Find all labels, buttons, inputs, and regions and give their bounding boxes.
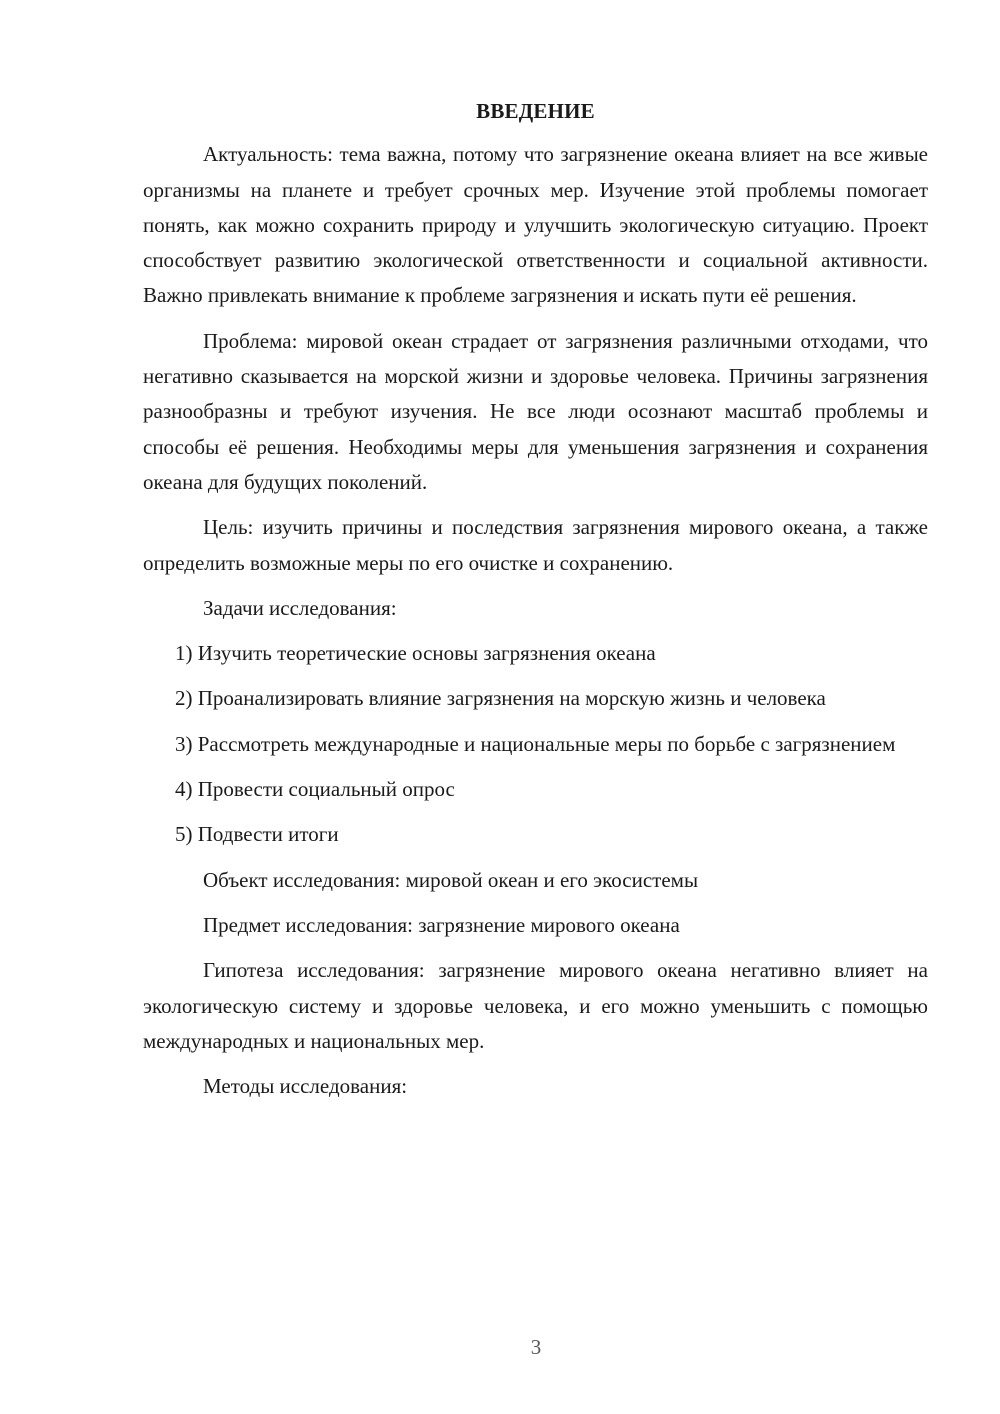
goal-paragraph: Цель: изучить причины и последствия загрязнения мирового океана, а также определить возможные меры по его очистке и сохранению. bbox=[143, 515, 928, 575]
task-item-5: 5) Подвести итоги bbox=[175, 822, 339, 847]
task-item-3: 3) Рассмотреть международные и национальные меры по борьбе с загрязнением bbox=[175, 731, 896, 756]
methods-heading: Методы исследования: bbox=[203, 1074, 408, 1099]
document-page bbox=[143, 94, 928, 1114]
task-item-4: 4) Провести социальный опрос bbox=[175, 777, 455, 802]
research-subject-paragraph: Предмет исследования: загрязнение мирового океана bbox=[203, 912, 680, 937]
task-item-1: 1) Изучить теоретические основы загрязнения океана bbox=[175, 641, 656, 666]
hypothesis-paragraph: Гипотеза исследования: загрязнение мирового океана негативно влияет на экологическую систему и здоровье человека, и его можно уменьшить с помощью международных и национальных мер. bbox=[143, 958, 928, 1053]
problem-paragraph: Проблема: мировой океан страдает от загрязнения различными отходами, что негативно сказывается на морской жизни и здоровье человека. Причины загрязнения разнообразны и требуют изучения. Не все люди осознают масштаб проблемы и способы её решения. Необходимы меры для уменьшения загрязнения и сохранения океана для будущих поколений. bbox=[143, 328, 928, 494]
task-item-2: 2) Проанализировать влияние загрязнения на морскую жизнь и человека bbox=[175, 686, 826, 711]
page-number: 3 bbox=[530, 1335, 542, 1359]
relevance-paragraph: Актуальность: тема важна, потому что загрязнение океана влияет на все живые организмы на планете и требует срочных мер. Изучение этой проблемы помогает понять, как можно сохранить природу и улучшить экологическую ситуацию. Проект способствует развитию экологической ответственности и социальной активности. Важно привлекать внимание к проблеме загрязнения и искать пути её решения. bbox=[143, 142, 928, 308]
research-object-paragraph: Объект исследования: мировой океан и его экосистемы bbox=[203, 867, 699, 892]
tasks-heading: Задачи исследования: bbox=[203, 595, 397, 620]
page-title: ВВЕДЕНИЕ bbox=[476, 99, 595, 123]
